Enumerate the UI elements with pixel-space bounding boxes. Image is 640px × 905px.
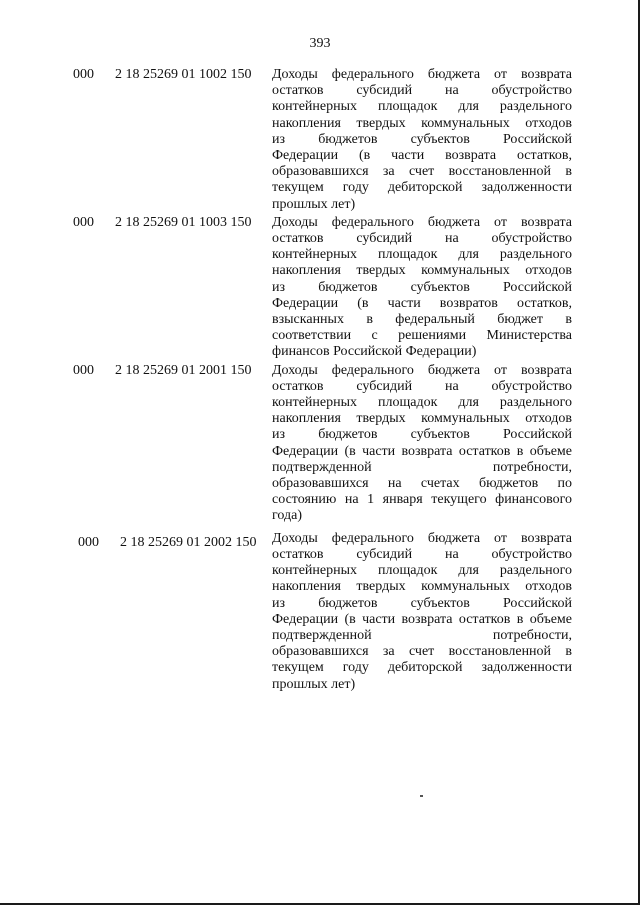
budget-classification-code: 2 18 25269 01 1002 150 — [115, 67, 252, 82]
description-line: Доходы федерального бюджета от возврата — [272, 362, 572, 378]
description-line: контейнерных площадок для раздельного — [272, 563, 572, 579]
description-line: Федерации (в части возврата остатков в объеме — [272, 611, 572, 627]
income-description — [272, 67, 572, 213]
budget-classification-code: 2 18 25269 01 1003 150 — [115, 214, 252, 230]
description-line: Федерации (в части возврата остатков в объеме — [272, 443, 572, 459]
scan-speck — [420, 795, 423, 797]
budget-entry — [0, 363, 640, 525]
description-line: финансов Российской Федерации) — [272, 344, 477, 360]
description-line: текущем году дебиторской задолженности — [272, 660, 572, 676]
description-line: из бюджетов субъектов Российской — [272, 595, 572, 611]
page-number: 393 — [309, 36, 331, 51]
description-line: контейнерных площадок для раздельного — [272, 247, 572, 263]
description-line: состоянию на 1 января текущего финансового — [272, 492, 572, 508]
admin-code: 000 — [73, 67, 94, 82]
description-line: подтвержденной потребности, — [272, 627, 572, 643]
description-line: накопления твердых коммунальных отходов — [272, 579, 572, 595]
budget-entry — [0, 531, 640, 693]
description-line: накопления твердых коммунальных отходов — [272, 263, 572, 279]
description-line: Доходы федерального бюджета от возврата — [272, 214, 572, 230]
budget-classification-code: 2 18 25269 01 2001 150 — [115, 362, 252, 378]
description-line: Федерации (в части возвратов остатков, — [272, 295, 572, 311]
description-line: прошлых лет) — [272, 196, 356, 212]
budget-classification-code: 2 18 25269 01 2002 150 — [120, 534, 257, 550]
description-line: контейнерных площадок для раздельного — [272, 395, 572, 411]
income-description — [272, 531, 572, 693]
budget-entry — [0, 67, 640, 213]
income-description — [272, 363, 572, 525]
description-line: остатков субсидий на обустройство — [272, 546, 572, 562]
income-description — [272, 215, 572, 361]
description-line: взысканных в федеральный бюджет в — [272, 312, 572, 328]
admin-code: 000 — [73, 214, 94, 230]
description-line: образовавшихся за счет восстановленной в — [272, 644, 572, 660]
description-line: из бюджетов субъектов Российской — [272, 131, 572, 147]
description-line: образовавшихся на счетах бюджетов по — [272, 476, 572, 492]
description-line: текущем году дебиторской задолженности — [272, 180, 572, 196]
description-line: года) — [272, 508, 302, 524]
description-line: Федерации (в части возврата остатков, — [272, 148, 572, 164]
admin-code: 000 — [73, 362, 94, 378]
description-line: остатков субсидий на обустройство — [272, 231, 572, 247]
budget-entry — [0, 215, 640, 361]
description-line: Доходы федерального бюджета от возврата — [272, 530, 572, 546]
description-line: из бюджетов субъектов Российской — [272, 427, 572, 443]
description-line: Доходы федерального бюджета от возврата — [272, 67, 572, 82]
description-line: из бюджетов субъектов Российской — [272, 279, 572, 295]
description-line: образовавшихся за счет восстановленной в — [272, 164, 572, 180]
admin-code: 000 — [78, 534, 99, 550]
description-line: остатков субсидий на обустройство — [272, 83, 572, 99]
description-line: подтвержденной потребности, — [272, 459, 572, 475]
description-line: накопления твердых коммунальных отходов — [272, 115, 572, 131]
description-line: контейнерных площадок для раздельного — [272, 99, 572, 115]
description-line: соответствии с решениями Министерства — [272, 328, 572, 344]
description-line: остатков субсидий на обустройство — [272, 378, 572, 394]
budget-code-list — [0, 67, 640, 693]
description-line: прошлых лет) — [272, 676, 356, 692]
description-line: накопления твердых коммунальных отходов — [272, 411, 572, 427]
